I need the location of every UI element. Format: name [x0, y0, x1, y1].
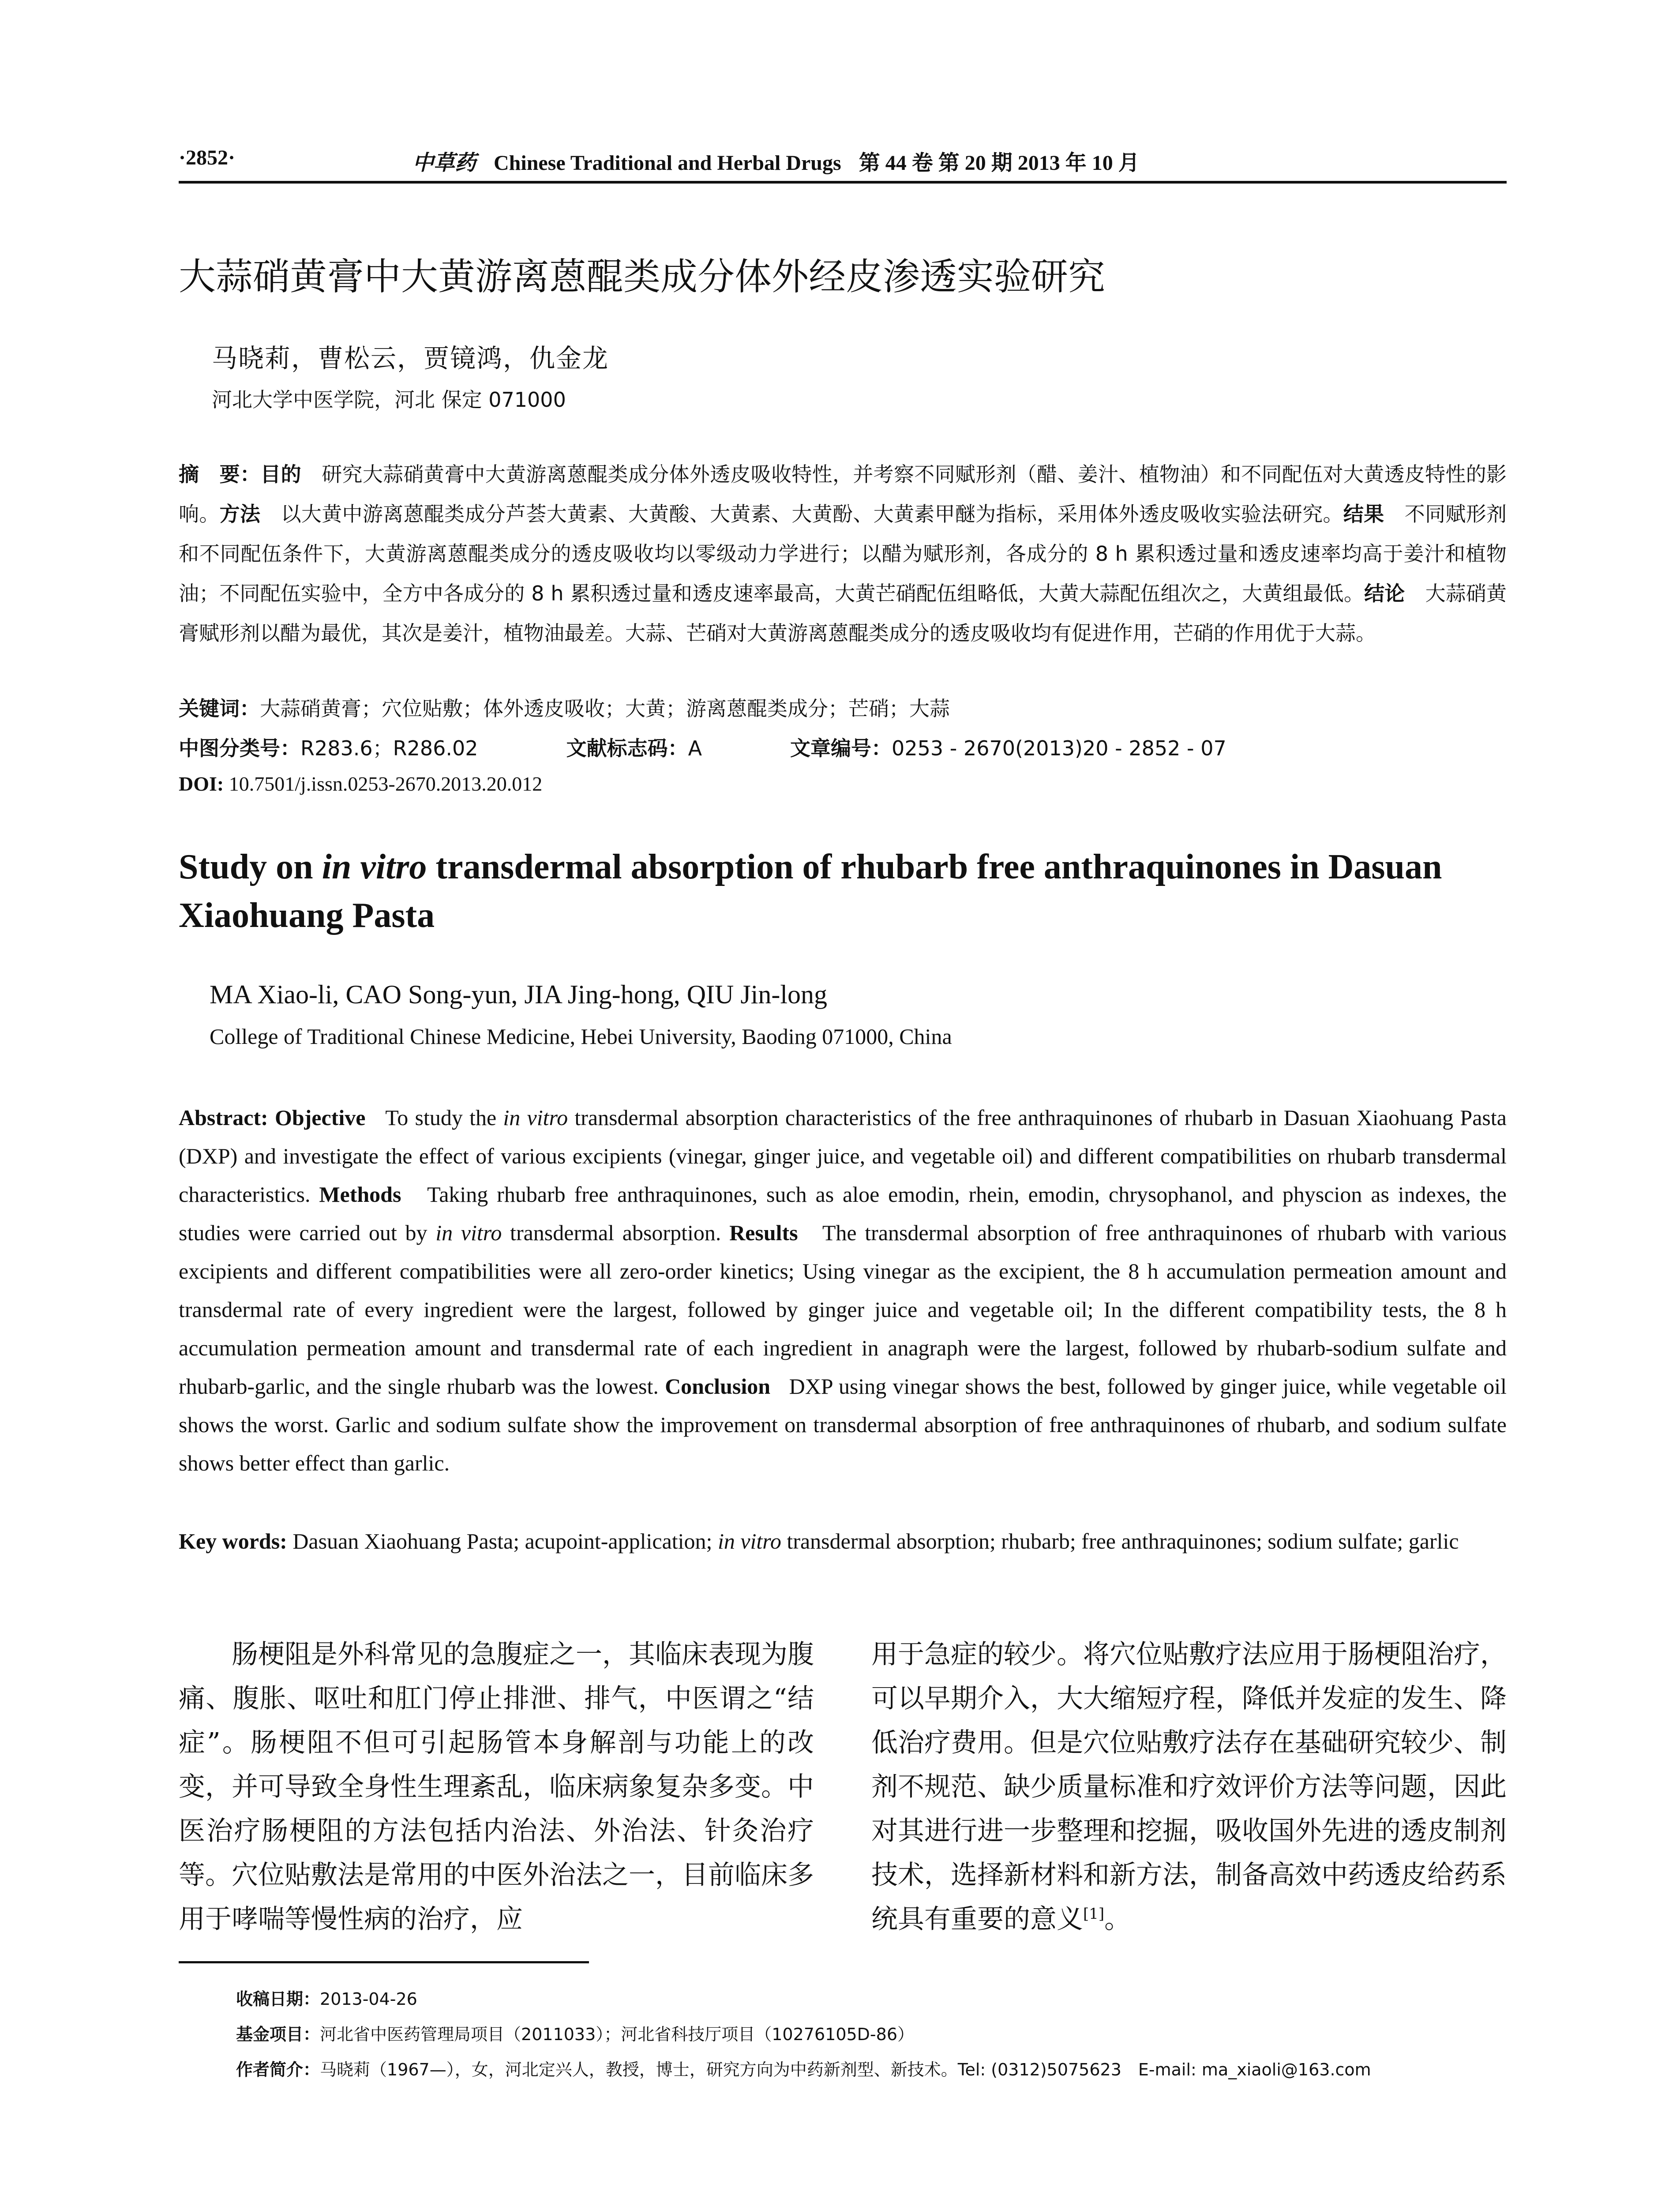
author-label: 作者简介：: [236, 2060, 320, 2079]
en-conclusion-label: Conclusion: [665, 1374, 771, 1399]
en-title-post: transdermal absorption of rhubarb free anthraquinones in Dasuan Xiaohuang Pasta: [179, 848, 1442, 935]
doc-code-value: A: [688, 736, 702, 760]
en-authors: MA Xiao-li, CAO Song-yun, JIA Jing-hong, QIU Jin-long: [210, 980, 828, 1009]
cn-authors: 马晓莉，曹松云，贾镜鸿，仇金龙: [212, 343, 609, 373]
journal-cn-name: 中草药: [412, 151, 476, 175]
body-column-left: 肠梗阻是外科常见的急腹症之一，其临床表现为腹痛、腹胀、呕吐和肛门停止排泄、排气，中医谓之“结症”。肠梗阻不但可引起肠管本身解剖与功能上的改变，并可导致全身性生理紊乱，临床病象复杂多变。中医治疗肠梗阻的方法包括内治法、外治法、针灸治疗等。穴位贴敷法是常用的中医外治法之一，目前临床多用于哮喘等慢性病的治疗，应: [179, 1639, 814, 1935]
article-id-value: 0253 - 2670(2013)20 - 2852 - 07: [892, 736, 1226, 760]
footnote-received: [236, 1985, 417, 2010]
citation-ref: [1]: [1083, 1905, 1105, 1923]
journal-en-name: Chinese Traditional and Herbal Drugs: [494, 151, 841, 175]
en-abstract: [179, 1099, 1507, 1482]
doi-value: 10.7501/j.issn.0253-2670.2013.20.012: [229, 773, 543, 795]
cn-title: 大蒜硝黄膏中大黄游离蒽醌类成分体外经皮渗透实验研究: [179, 255, 1106, 298]
body-right-text: 用于急症的较少。将穴位贴敷疗法应用于肠梗阻治疗，可以早期介入，大大缩短疗程，降低并发症的发生、降低治疗费用。但是穴位贴敷疗法存在基础研究较少、制剂不规范、缺少质量标准和疗效评价方法等问题，因此对其进行进一步整理和挖掘，吸收国外先进的透皮制剂技术，选择新材料和新方法，制备高效中药透皮给药系统具有重要的意义: [871, 1639, 1507, 1935]
cn-classification: [179, 732, 1226, 762]
clc-value: R283.6；R286.02: [300, 736, 478, 760]
fund-label: 基金项目：: [236, 2025, 320, 2044]
fund-value: 河北省中医药管理局项目（2011033）；河北省科技厅项目（10276105D-86）: [320, 2025, 914, 2044]
en-results-label: Results: [729, 1220, 798, 1245]
body-right-end: 。: [1104, 1904, 1131, 1935]
footnote-author: [236, 2056, 1371, 2080]
author-value: 马晓莉（1967—），女，河北定兴人，教授，博士，研究方向为中药新剂型、新技术。Tel: (0312)5075623 E-mail: ma_xiaoli@163.com: [320, 2060, 1371, 2079]
en-objective-post: transdermal absorption characteristics of the free anthraquinones of rhubarb in Dasuan Xiaohuang Pasta (DXP) and investigate the effect of various excipients (vinegar, ginger juice, and vegetable oil) and different compatibilities on rhubarb transdermal characteristics.: [179, 1105, 1507, 1207]
cn-abstract-label: 摘 要：: [179, 462, 261, 486]
en-affiliation: College of Traditional Chinese Medicine, Hebei University, Baoding 071000, China: [210, 1024, 952, 1049]
en-keywords-italic: in vitro: [717, 1529, 781, 1553]
en-keywords-label: Key words:: [179, 1529, 287, 1553]
en-title-pre: Study on: [179, 848, 322, 886]
en-conclusion: DXP using vinegar shows the best, followed by ginger juice, while vegetable oil shows the worst. Garlic and sodium sulfate show the improvement on transdermal absorption of free anthraquinones of rhubarb, and sodium sulfate shows better effect than garlic.: [179, 1374, 1507, 1475]
en-results: The transdermal absorption of free anthraquinones of rhubarb with various excipients and different compatibilities were all zero-order kinetics; Using vinegar as the excipient, the 8 h accumulation permeation amount and transdermal rate of every ingredient were the largest, followed by ginger juice and vegetable oil; In the different compatibility tests, the 8 h accumulation permeation amount and transdermal rate of each ingredient in anagraph were the largest, followed by rhubarb-sodium sulfate and rhubarb-garlic, and the single rhubarb was the lowest.: [179, 1220, 1507, 1399]
cn-results: 不同赋形剂和不同配伍条件下，大黄游离蒽醌类成分的透皮吸收均以零级动力学进行；以醋为赋形剂，各成分的 8 h 累积透过量和透皮速率均高于姜汁和植物油；不同配伍实验中，全方中各成分的 8 h 累积透过量和透皮速率最高，大黄芒硝配伍组略低，大黄大蒜配伍组次之，大黄组最低。: [179, 502, 1507, 605]
article-id-label: 文章编号：: [790, 736, 892, 760]
en-methods-pre: Taking rhubarb free anthraquinones, such as aloe emodin, rhein, emodin, chrysophanol, and physcion as indexes, the studies were carried out by: [179, 1182, 1507, 1245]
en-keywords: [179, 1522, 1507, 1561]
page-number: ·2852·: [179, 146, 236, 169]
en-title: [179, 843, 1502, 940]
cn-keywords: [179, 693, 950, 722]
cn-objective: 研究大蒜硝黄膏中大黄游离蒽醌类成分体外透皮吸收特性，并考察不同赋形剂（醋、姜汁、植物油）和不同配伍对大黄透皮特性的影响。: [179, 462, 1507, 526]
doc-code-label: 文献标志码：: [566, 736, 688, 760]
received-value: 2013-04-26: [320, 1989, 417, 2009]
body-column-right: [871, 1632, 1507, 1941]
cn-conclusion-label: 结论: [1364, 582, 1405, 605]
en-methods-post: transdermal absorption.: [502, 1220, 721, 1245]
en-title-italic: in vitro: [322, 848, 427, 886]
en-abstract-label: Abstract: Objective: [179, 1105, 366, 1130]
en-methods-label: Methods: [319, 1182, 401, 1207]
cn-methods-label: 方法: [219, 502, 261, 526]
en-keywords-pre: Dasuan Xiaohuang Pasta; acupoint-application;: [292, 1529, 718, 1553]
footnote-rule: [179, 1961, 589, 1963]
journal-line: [412, 146, 1140, 176]
en-objective-italic: in vitro: [503, 1105, 568, 1130]
cn-methods: 以大黄中游离蒽醌类成分芦荟大黄素、大黄酸、大黄素、大黄酚、大黄素甲醚为指标，采用体外透皮吸收实验法研究。: [281, 502, 1343, 526]
cn-results-label: 结果: [1343, 502, 1384, 526]
received-label: 收稿日期：: [236, 1989, 320, 2009]
en-keywords-post: transdermal absorption; rhubarb; free anthraquinones; sodium sulfate; garlic: [781, 1529, 1459, 1553]
journal-issue: 第 44 卷 第 20 期 2013 年 10 月: [859, 151, 1140, 175]
cn-objective-label: 目的: [260, 462, 301, 486]
running-header: [179, 132, 1507, 184]
en-objective-pre: To study the: [385, 1105, 503, 1130]
footnote-fund: [236, 2021, 914, 2045]
doi-line: [179, 772, 542, 795]
cn-conclusion: 大蒜硝黄膏赋形剂以醋为最优，其次是姜汁，植物油最差。大蒜、芒硝对大黄游离蒽醌类成分的透皮吸收均有促进作用，芒硝的作用优于大蒜。: [179, 582, 1507, 645]
doi-label: DOI:: [179, 773, 224, 795]
cn-abstract: [179, 454, 1507, 653]
cn-keywords-text: 大蒜硝黄膏；穴位贴敷；体外透皮吸收；大黄；游离蒽醌类成分；芒硝；大蒜: [260, 697, 950, 720]
clc-label: 中图分类号：: [179, 736, 300, 760]
cn-keywords-label: 关键词：: [179, 697, 260, 720]
cn-affiliation: 河北大学中医学院，河北 保定 071000: [212, 388, 566, 412]
en-methods-italic: in vitro: [435, 1220, 502, 1245]
